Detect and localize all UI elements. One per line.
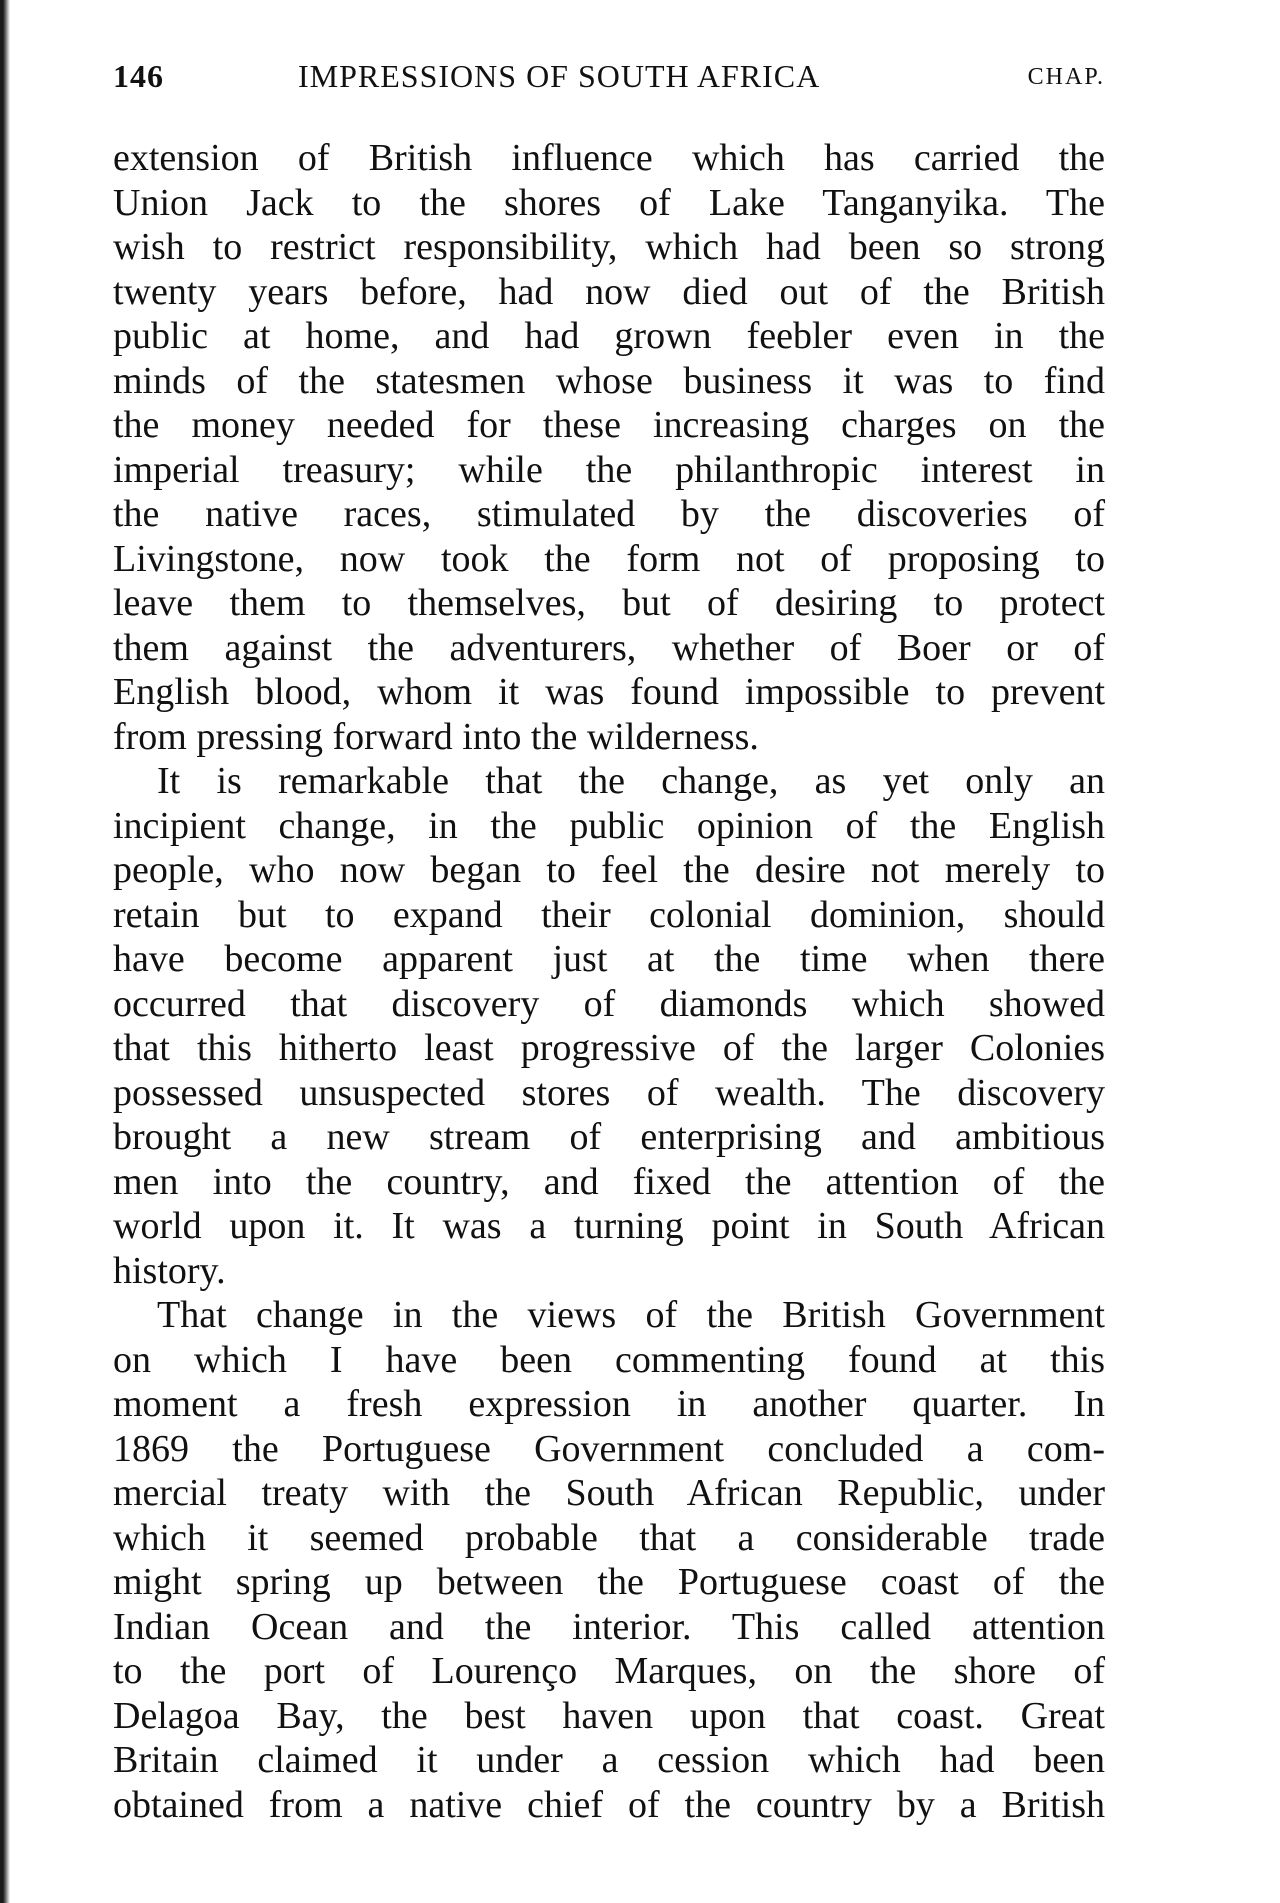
- text-line: brought a new stream of enterprising and ambitious: [113, 1116, 1105, 1158]
- text-line: have become apparent just at the time when there: [113, 938, 1105, 980]
- text-line: extension of British influence which has carried the: [113, 137, 1105, 179]
- running-title: IMPRESSIONS OF SOUTH AFRICA: [298, 58, 821, 94]
- text-line: history.: [113, 1249, 226, 1292]
- text-line: people, who now began to feel the desire not merely to: [113, 849, 1105, 891]
- text-line: Indian Ocean and the interior. This called attention: [113, 1605, 1105, 1648]
- text-line: obtained from a native chief of the country by a British: [113, 1783, 1105, 1826]
- text-line: twenty years before, had now died out of the British: [113, 270, 1105, 313]
- text-line: possessed unsuspected stores of wealth. The discovery: [113, 1071, 1105, 1114]
- text-line: on which I have been commenting found at this: [113, 1338, 1105, 1381]
- text-line: might spring up between the Portuguese coast of the: [113, 1561, 1105, 1603]
- paragraph-3: [113, 1293, 1105, 1827]
- text-line: that this hitherto least progressive of the larger Colonies: [113, 1027, 1105, 1069]
- chapter-tag: CHAP.: [1027, 64, 1105, 90]
- text-line: It is remarkable that the change, as yet only an: [157, 760, 1105, 802]
- running-head: [113, 58, 1105, 102]
- text-line: Livingstone, now took the form not of proposing to: [113, 537, 1105, 580]
- text-line: public at home, and had grown feebler even in the: [113, 315, 1105, 357]
- text-line: which it seemed probable that a considerable trade: [113, 1516, 1105, 1559]
- text-line: imperial treasury; while the philanthropic interest in: [113, 448, 1105, 491]
- text-line: retain but to expand their colonial dominion, should: [113, 893, 1105, 936]
- text-line: Delagoa Bay, the best haven upon that coast. Great: [113, 1694, 1105, 1737]
- text-line: moment a fresh expression in another quarter. In: [113, 1383, 1105, 1425]
- text-line: mercial treaty with the South African Republic, under: [113, 1472, 1105, 1514]
- page-number: 146: [113, 58, 164, 94]
- text-line: incipient change, in the public opinion of the English: [113, 804, 1105, 847]
- text-line: the native races, stimulated by the discoveries of: [113, 493, 1105, 535]
- paragraph-2: [113, 759, 1105, 1293]
- text-line: leave them to themselves, but of desiring to protect: [113, 582, 1105, 624]
- text-line: the money needed for these increasing charges on the: [113, 404, 1105, 446]
- text-line: world upon it. It was a turning point in South African: [113, 1205, 1105, 1247]
- text-line: to the port of Lourenço Marques, on the shore of: [113, 1650, 1105, 1692]
- body-text: [113, 136, 1105, 1827]
- text-line: minds of the statesmen whose business it was to find: [113, 359, 1105, 402]
- text-line: men into the country, and fixed the attention of the: [113, 1160, 1105, 1203]
- text-line: That change in the views of the British Government: [157, 1294, 1105, 1336]
- text-line: from pressing forward into the wilderness.: [113, 715, 759, 758]
- text-line: Union Jack to the shores of Lake Tanganyika. The: [113, 181, 1105, 224]
- text-line: English blood, whom it was found impossible to prevent: [113, 671, 1105, 713]
- text-line: Britain claimed it under a cession which had been: [113, 1739, 1105, 1781]
- paragraph-1: [113, 136, 1105, 759]
- text-line: 1869 the Portuguese Government concluded a com-: [113, 1427, 1105, 1470]
- text-line: wish to restrict responsibility, which had been so strong: [113, 226, 1105, 268]
- text-line: occurred that discovery of diamonds which showed: [113, 982, 1105, 1025]
- page-binding-edge: [0, 0, 10, 1903]
- text-line: them against the adventurers, whether of Boer or of: [113, 626, 1105, 669]
